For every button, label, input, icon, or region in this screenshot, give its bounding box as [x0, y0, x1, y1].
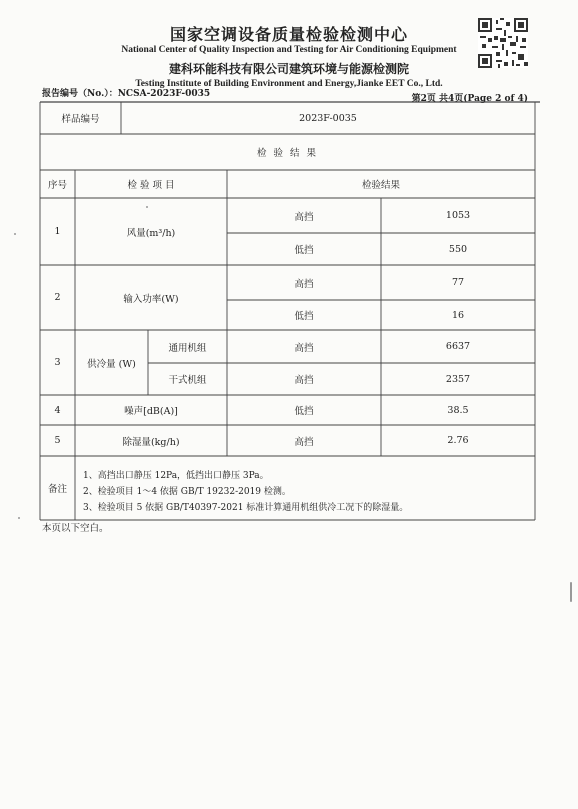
- remark-line: 1、高挡出口静压 12Pa，低挡出口静压 3Pa。: [83, 471, 269, 481]
- institute-title-en: Testing Institute of Building Environment and Energy,Jianke EET Co., Ltd.: [135, 79, 443, 89]
- scan-speck: [14, 233, 16, 235]
- row-1-no: 1: [54, 226, 61, 237]
- row-1-item: 风量(m³/h): [126, 227, 176, 239]
- page-number: 第2页 共4页(Page 2 of 4): [411, 94, 528, 104]
- org-title-en: National Center of Quality Inspection and Testing for Air Conditioning Equipment: [121, 45, 457, 55]
- remarks-label: 备注: [47, 484, 67, 495]
- row-5-no: 5: [54, 435, 61, 446]
- row-3-sub-dry: 干式机组: [168, 375, 207, 386]
- col-header-no: 序号: [47, 180, 67, 191]
- sample-number-value: 2023F-0035: [299, 112, 357, 124]
- row-3-dry-cond: 高挡: [294, 375, 314, 386]
- row-4-val: 38.5: [447, 404, 469, 416]
- row-2-high-cond: 高挡: [294, 278, 314, 290]
- row-1-high-cond: 高挡: [294, 211, 314, 223]
- institute-title-cn: 建科环能科技有限公司建筑环境与能源检测院: [168, 62, 409, 76]
- row-5-item: 除湿量(kg/h): [122, 436, 180, 448]
- row-2-low-cond: 低挡: [294, 311, 314, 322]
- scan-speck: [146, 206, 148, 208]
- report-number: 报告编号（No.）：NCSA-2023F-0035: [42, 89, 211, 99]
- row-1-low-cond: 低挡: [294, 245, 314, 256]
- row-3-general-cond: 高挡: [294, 342, 314, 354]
- row-3-dry-val: 2357: [445, 373, 471, 385]
- row-2-high-val: 77: [451, 277, 465, 288]
- row-3-general-val: 6637: [445, 341, 471, 352]
- section-title: 检 验 结 果: [256, 148, 319, 159]
- row-1-high-val: 1053: [445, 210, 471, 221]
- blank-below-note: 本页以下空白。: [42, 523, 109, 534]
- row-4-cond: 低挡: [294, 406, 314, 417]
- remark-line: 2、检验项目 1～4 依据 GB/T 19232-2019 检测。: [83, 487, 291, 497]
- row-4-no: 4: [54, 404, 61, 416]
- row-3-item: 供冷量 (W): [87, 358, 136, 370]
- row-2-low-val: 16: [451, 309, 465, 321]
- org-title-cn: 国家空调设备质量检验检测中心: [169, 25, 408, 44]
- row-3-no: 3: [54, 357, 61, 368]
- row-5-cond: 高挡: [294, 436, 314, 448]
- scan-speck: [18, 517, 20, 519]
- sample-number-label: 样品编号: [61, 114, 100, 125]
- row-2-item: 输入功率(W): [123, 293, 179, 305]
- row-2-no: 2: [54, 292, 61, 303]
- row-4-item: 噪声[dB(A)]: [124, 406, 178, 417]
- remark-line: 3、检验项目 5 依据 GB/T40397-2021 标准计算通用机组供冷工况下的除湿量。: [83, 503, 409, 513]
- scan-speck: [570, 582, 572, 602]
- row-3-sub-general: 通用机组: [168, 342, 207, 354]
- col-header-item: 检 验 项 目: [127, 180, 175, 191]
- col-header-result: 检验结果: [361, 180, 400, 191]
- row-1-low-val: 550: [448, 243, 468, 255]
- row-5-val: 2.76: [447, 435, 469, 446]
